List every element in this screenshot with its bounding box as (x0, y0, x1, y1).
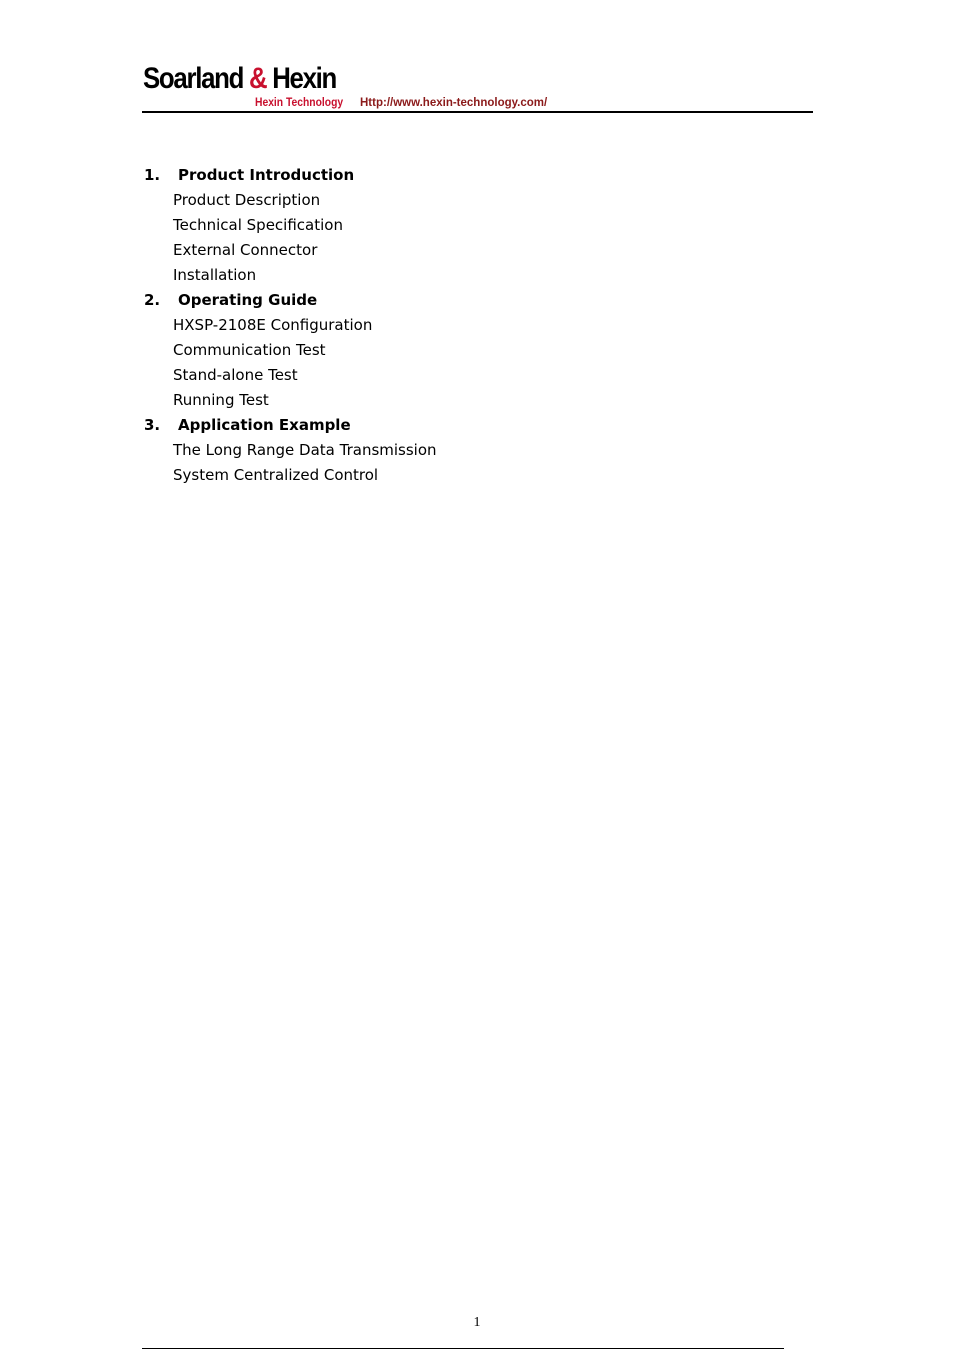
toc-item[interactable]: Communication Test (173, 341, 326, 359)
toc-heading[interactable] (144, 415, 744, 440)
header-divider (142, 111, 813, 113)
toc-heading-title: Application Example (178, 416, 351, 434)
toc-heading-number: 3. (144, 416, 161, 434)
toc-heading[interactable] (144, 165, 744, 190)
toc-heading-number: 1. (144, 166, 161, 184)
toc-item[interactable]: External Connector (173, 241, 318, 259)
table-of-contents (144, 165, 744, 490)
footer-divider (142, 1348, 784, 1349)
toc-item[interactable]: Stand-alone Test (173, 366, 298, 384)
toc-section-1 (144, 165, 744, 290)
logo-wordmark (143, 62, 336, 96)
toc-item[interactable]: Running Test (173, 391, 269, 409)
toc-item[interactable]: Product Description (173, 191, 321, 209)
toc-item[interactable]: Technical Specification (173, 216, 343, 234)
toc-item[interactable]: Installation (173, 266, 257, 284)
toc-item[interactable]: HXSP-2108E Configuration (173, 316, 373, 334)
toc-heading[interactable] (144, 290, 744, 315)
logo-ampersand: & (248, 62, 267, 95)
header-url-link[interactable]: Http://www.hexin-technology.com/ (360, 97, 548, 109)
logo-brand-part1: Soarland (143, 62, 244, 95)
page-number: 1 (473, 1315, 481, 1330)
company-logo (143, 62, 353, 112)
toc-section-2 (144, 290, 744, 415)
toc-section-3 (144, 415, 744, 490)
page-header (142, 62, 813, 114)
toc-heading-title: Operating Guide (178, 291, 318, 309)
toc-heading-number: 2. (144, 291, 161, 309)
toc-item[interactable]: System Centralized Control (173, 466, 379, 484)
logo-tagline: Hexin Technology (255, 95, 344, 109)
toc-heading-title: Product Introduction (178, 166, 355, 184)
logo-brand-part2: Hexin (272, 62, 337, 95)
toc-item[interactable]: The Long Range Data Transmission (173, 441, 437, 459)
